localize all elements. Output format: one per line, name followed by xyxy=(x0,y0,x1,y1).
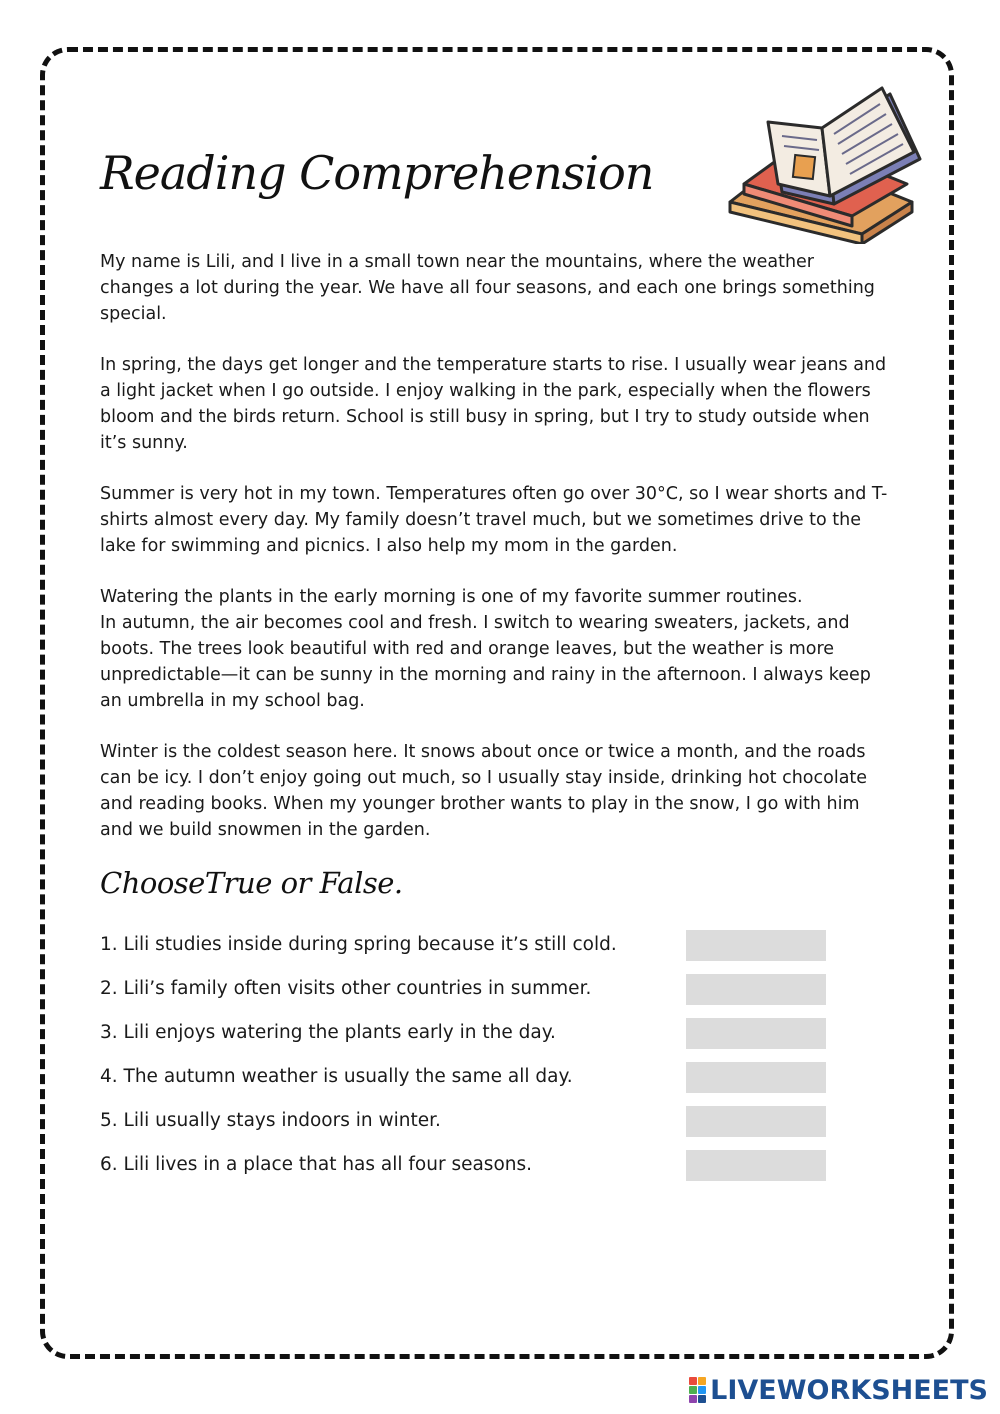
answer-input[interactable] xyxy=(686,1106,826,1137)
passage-paragraph: Summer is very hot in my town. Temperatures often go over 30°C, so I wear shorts and T-shirts almost every day. My family doesn’t travel much, but we sometimes drive to the lake for swimming and picnics. I also help my mom in the garden. xyxy=(100,484,888,556)
question-text: 6. Lili lives in a place that has all four seasons. xyxy=(100,1154,533,1175)
question-item xyxy=(100,1059,830,1103)
liveworksheets-logo xyxy=(689,1374,988,1406)
passage-paragraph: Watering the plants in the early morning is one of my favorite summer routines. xyxy=(100,587,803,608)
question-item xyxy=(100,1147,830,1191)
passage-paragraph: In spring, the days get longer and the temperature starts to rise. I usually wear jeans and a light jacket when I go outside. I enjoy walking in the park, especially when the flowers bloom and the birds return. School is still busy in spring, but I try to study outside when it’s sunny. xyxy=(100,355,887,453)
question-item xyxy=(100,1015,830,1059)
question-item xyxy=(100,927,830,971)
passage-paragraph: My name is Lili, and I live in a small town near the mountains, where the weather changes a lot during the year. We have all four seasons, and each one brings something special. xyxy=(100,252,875,324)
reading-passage xyxy=(100,250,890,869)
question-text: 3. Lili enjoys watering the plants early in the day. xyxy=(100,1022,556,1043)
exercise-title: ChooseTrue or False. xyxy=(100,866,403,900)
answer-input[interactable] xyxy=(686,1018,826,1049)
question-item xyxy=(100,1103,830,1147)
question-list xyxy=(100,927,830,1191)
question-text: 2. Lili’s family often visits other countries in summer. xyxy=(100,978,592,999)
question-text: 5. Lili usually stays indoors in winter. xyxy=(100,1110,441,1131)
book-stack-icon xyxy=(722,84,932,244)
liveworksheets-mark-icon xyxy=(689,1377,706,1403)
answer-input[interactable] xyxy=(686,974,826,1005)
logo-square xyxy=(698,1395,706,1403)
logo-square xyxy=(698,1377,706,1385)
question-text: 1. Lili studies inside during spring because it’s still cold. xyxy=(100,934,617,955)
brand-name: LIVEWORKSHEETS xyxy=(710,1374,988,1406)
passage-paragraph: Winter is the coldest season here. It snows about once or twice a month, and the roads can be icy. I don’t enjoy going out much, so I usually stay inside, drinking hot chocolate and reading books. When my younger brother wants to play in the snow, I go with him and we build snowmen in the garden. xyxy=(100,742,868,840)
question-text: 4. The autumn weather is usually the same all day. xyxy=(100,1066,573,1087)
answer-input[interactable] xyxy=(686,1062,826,1093)
question-item xyxy=(100,971,830,1015)
logo-square xyxy=(689,1395,697,1403)
logo-square xyxy=(689,1377,697,1385)
answer-input[interactable] xyxy=(686,930,826,961)
passage-paragraph: In autumn, the air becomes cool and fresh. I switch to wearing sweaters, jackets, and boots. The trees look beautiful with red and orange leaves, but the weather is more unpredictable—it can be sunny in the morning and rainy in the afternoon. I always keep an umbrella in my school bag. xyxy=(100,613,871,711)
page-title: Reading Comprehension xyxy=(100,146,654,200)
logo-square xyxy=(689,1386,697,1394)
logo-square xyxy=(698,1386,706,1394)
answer-input[interactable] xyxy=(686,1150,826,1181)
